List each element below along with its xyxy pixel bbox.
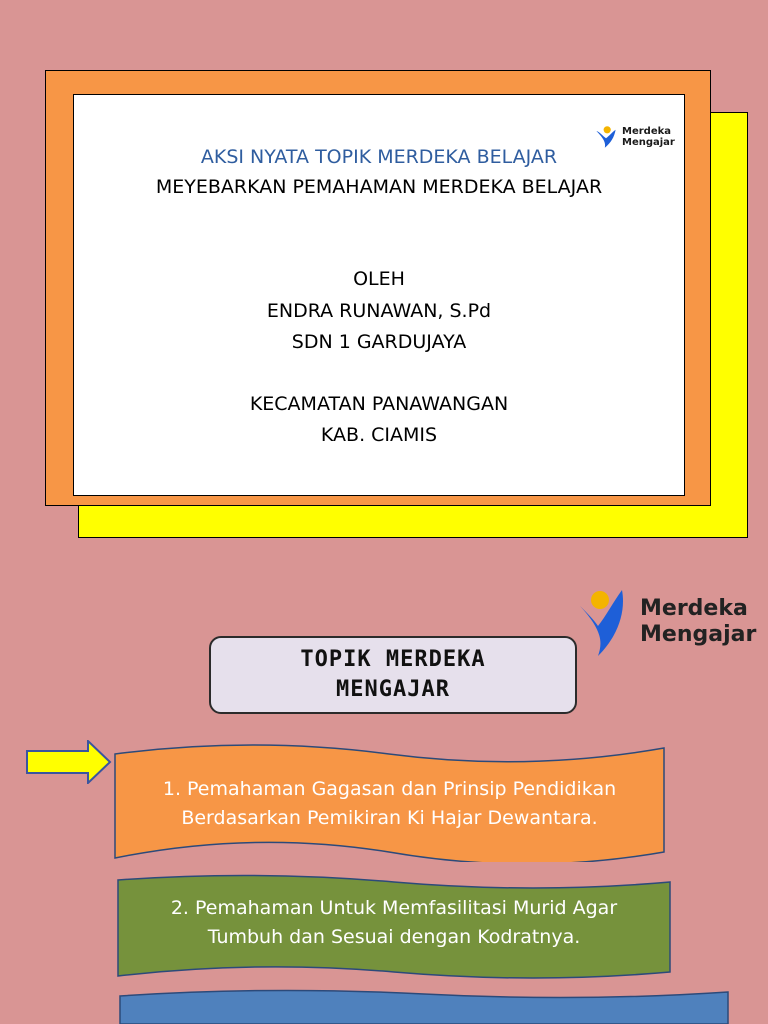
district-name: KECAMATAN PANAWANGAN — [249, 393, 509, 415]
topic-item-2-text — [116, 894, 672, 952]
topic-item-1-banner — [113, 742, 666, 862]
school-name: SDN 1 GARDUJAYA — [291, 331, 467, 353]
by-label: OLEH — [353, 268, 405, 290]
logo-line2: Mengajar — [640, 622, 757, 647]
topic-item-2-line1: 2. Pemahaman Untuk Memfasilitasi Murid Agar — [170, 897, 618, 919]
arrow-right-icon — [26, 740, 112, 784]
topic-item-1-text — [113, 775, 666, 833]
topic-title-line1: TOPIK MERDEKA — [300, 647, 486, 672]
regency-name: KAB. CIAMIS — [320, 424, 438, 446]
logo-line1: Merdeka — [622, 126, 672, 137]
topic-item-1-line2: Berdasarkan Pemikiran Ki Hajar Dewantara. — [181, 807, 598, 829]
logo-line2: Mengajar — [622, 137, 675, 148]
topic-item-3-banner — [118, 988, 730, 1024]
merdeka-mengajar-logo-large — [578, 586, 756, 658]
logo-line1: Merdeka — [640, 596, 748, 621]
title-line2: MEYEBARKAN PEMAHAMAN MERDEKA BELAJAR — [155, 176, 603, 198]
banner-shape — [118, 988, 730, 1024]
title-line1: AKSI NYATA TOPIK MERDEKA BELAJAR — [200, 146, 558, 168]
topic-title-box — [209, 636, 577, 714]
title-card — [73, 94, 685, 496]
topic-title-line2: MENGAJAR — [336, 677, 450, 702]
author-name: ENDRA RUNAWAN, S.Pd — [266, 300, 492, 322]
topic-item-2-line2: Tumbuh dan Sesuai dengan Kodratnya. — [207, 926, 581, 948]
topic-item-1-line1: 1. Pemahaman Gagasan dan Prinsip Pendidikan — [162, 778, 617, 800]
topic-item-2-banner — [116, 874, 672, 980]
merdeka-mengajar-logo-icon — [578, 586, 630, 658]
